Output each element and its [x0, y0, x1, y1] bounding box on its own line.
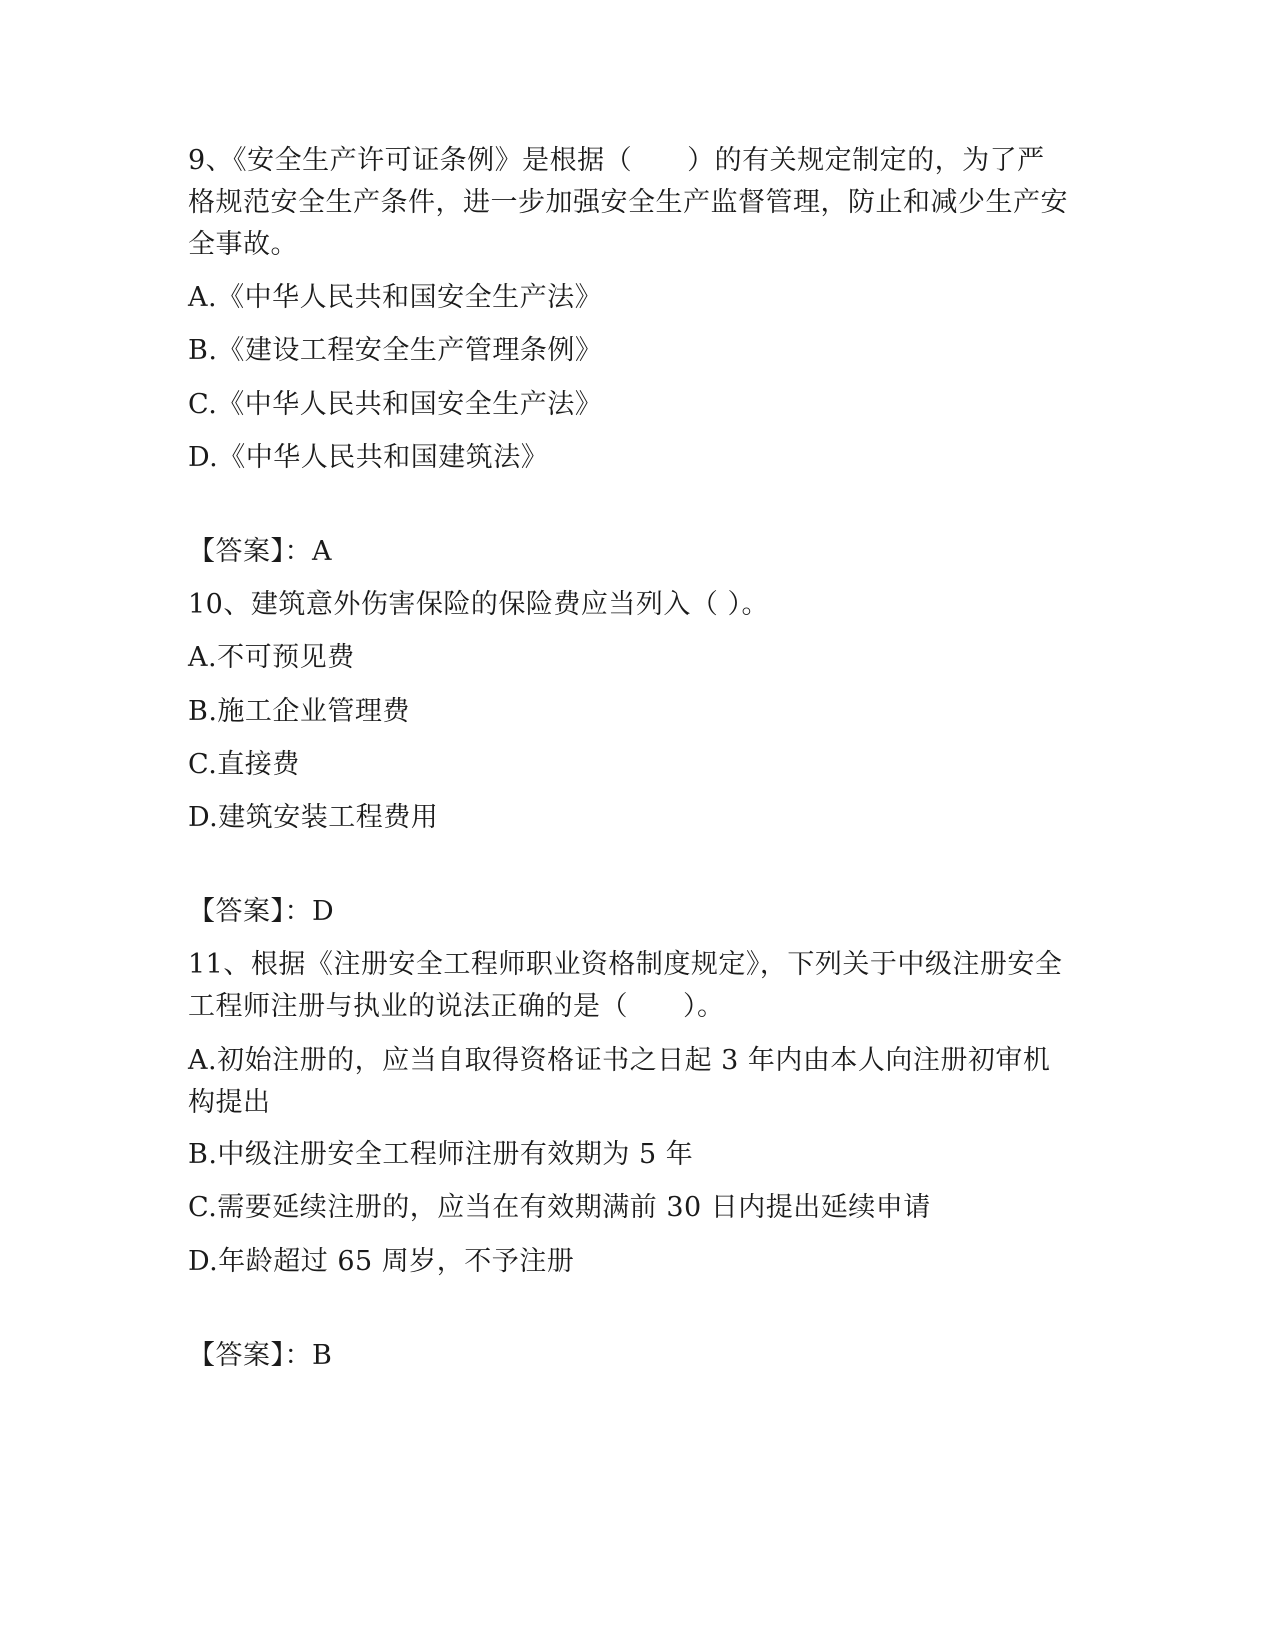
question-stem: 9、《安全生产许可证条例》是根据（ ）的有关规定制定的，为了严格规范安全生产条件，进一步加强安全生产监督管理，防止和减少生产安全事故。 [188, 145, 1068, 260]
option-text: B.施工企业管理费 [188, 696, 410, 727]
answer-text: 【答案】：A [188, 536, 332, 567]
option-a [188, 277, 1068, 319]
option-text: A.《中华人民共和国安全生产法》 [188, 282, 603, 313]
question-9 [188, 140, 1068, 266]
answer-10 [188, 891, 1068, 933]
answer-9 [188, 531, 1068, 573]
option-text: D.建筑安装工程费用 [188, 802, 439, 833]
option-text: C.《中华人民共和国安全生产法》 [188, 389, 603, 420]
option-a [188, 637, 1068, 679]
option-d [188, 797, 1068, 839]
answer-text: 【答案】：D [188, 896, 335, 927]
option-b [188, 1134, 1068, 1176]
option-d [188, 1241, 1068, 1283]
option-text: A.不可预见费 [188, 642, 355, 673]
option-text: D.《中华人民共和国建筑法》 [188, 442, 549, 473]
question-stem: 10、建筑意外伤害保险的保险费应当列入（ ）。 [188, 589, 769, 620]
option-d [188, 437, 1068, 479]
option-text: C.直接费 [188, 749, 300, 780]
option-text: A.初始注册的，应当自取得资格证书之日起 3 年内由本人向注册初审机构提出 [188, 1045, 1051, 1118]
option-text: B.中级注册安全工程师注册有效期为 5 年 [188, 1139, 694, 1170]
option-text: C.需要延续注册的，应当在有效期满前 30 日内提出延续申请 [188, 1192, 931, 1223]
option-text: D.年龄超过 65 周岁，不予注册 [188, 1246, 575, 1277]
answer-text: 【答案】：B [188, 1340, 333, 1371]
option-c [188, 1187, 1068, 1229]
question-11 [188, 944, 1068, 1028]
option-b [188, 330, 1068, 372]
question-stem: 11、根据《注册安全工程师职业资格制度规定》，下列关于中级注册安全工程师注册与执业的说法正确的是（ ）。 [188, 949, 1063, 1022]
option-c [188, 384, 1068, 426]
option-c [188, 744, 1068, 786]
option-text: B.《建设工程安全生产管理条例》 [188, 335, 603, 366]
question-10 [188, 584, 1068, 626]
option-a [188, 1040, 1068, 1124]
answer-11 [188, 1335, 1068, 1377]
option-b [188, 691, 1068, 733]
